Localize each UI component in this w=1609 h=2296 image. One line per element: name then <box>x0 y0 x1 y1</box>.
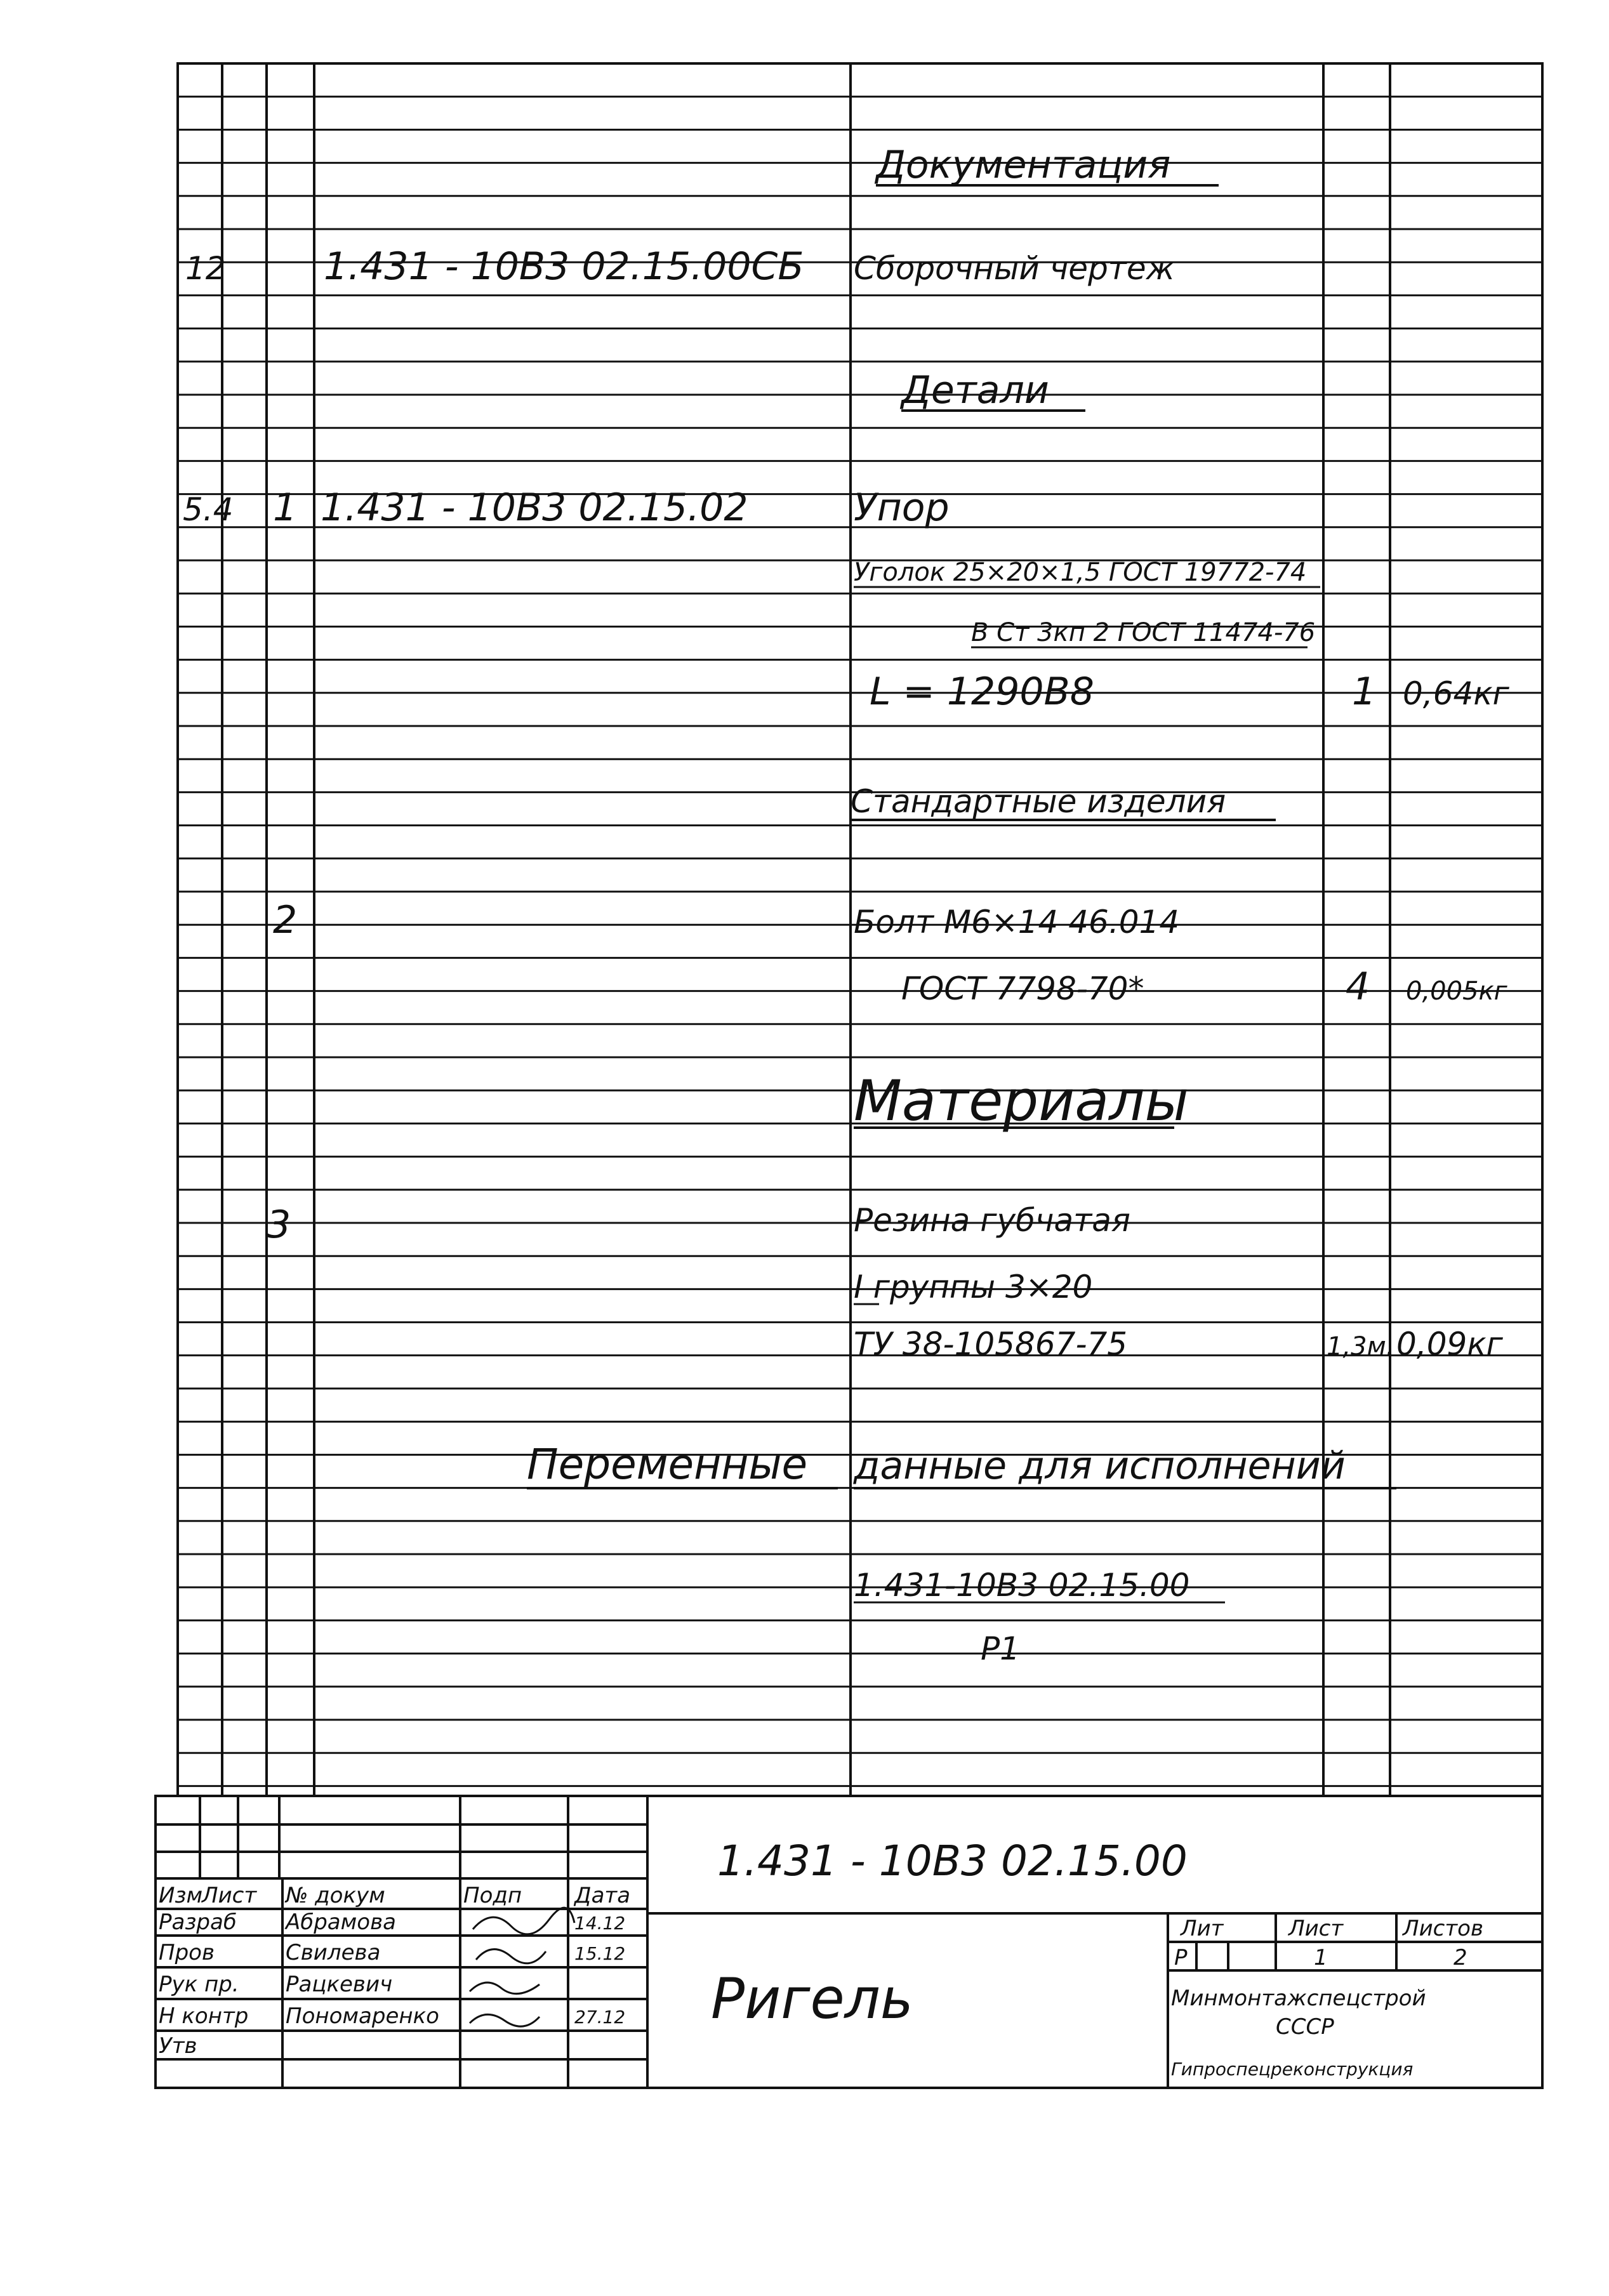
row-variant-line1: 1.431-10В3 02.15.00 <box>854 1567 1190 1604</box>
role-standards-control: Н контр <box>159 2003 249 2029</box>
header-date: Дата <box>574 1883 631 1908</box>
row-angle-qty: 1 <box>1352 670 1377 714</box>
row-stop-name: Упор <box>854 485 950 530</box>
sheet-value: 1 <box>1314 1945 1328 1970</box>
name-project-lead: Рацкевич <box>286 1972 393 1997</box>
row-angle-line3: L = 1290В8 <box>870 670 1094 714</box>
role-project-lead: Рук пр. <box>159 1972 239 1997</box>
row-rubber-line1: Резина губчатая <box>854 1202 1130 1239</box>
section-variable-data <box>527 1440 1396 1489</box>
date-checker: 15.12 <box>574 1943 626 1964</box>
row-angle-note: 0,64кг <box>1403 675 1509 712</box>
role-developer: Разраб <box>159 1910 237 1935</box>
row-variant-line2: Р1 <box>981 1630 1020 1667</box>
date-standards-control: 27.12 <box>574 2007 626 2028</box>
org-line-2: СССР <box>1276 2014 1334 2040</box>
date-developer: 14.12 <box>574 1913 626 1934</box>
lit-label: Лит <box>1181 1916 1224 1941</box>
org-line-3: Гипроспецреконструкция <box>1171 2059 1414 2080</box>
section-documentation-title: Документация <box>876 143 1171 187</box>
row-assembly-drawing <box>185 244 1175 289</box>
header-change: Изм <box>159 1883 203 1908</box>
section-standard-items <box>851 783 1276 820</box>
section-materials-title: Материалы <box>854 1068 1189 1133</box>
row-bolt-line1: Болт М6×14 46.014 <box>854 904 1180 940</box>
row-bolt-qty: 4 <box>1346 965 1370 1009</box>
sheets-label: Листов <box>1403 1916 1484 1941</box>
product-name: Ригель <box>711 1966 913 2031</box>
row-rubber-line3: ТУ 38-105867-75 <box>854 1326 1128 1362</box>
row-bolt-note: 0,005кг <box>1406 977 1507 1006</box>
row-angle-line2: В Ст 3кп 2 ГОСТ 11474-76 <box>971 618 1316 647</box>
section-variable-data-right: данные для исполнений <box>854 1444 1346 1488</box>
header-sheet: Лист <box>202 1883 257 1908</box>
sheet-label: Лист <box>1288 1916 1344 1941</box>
row-stop-format: 5.4 <box>183 491 234 528</box>
section-documentation <box>874 143 1219 187</box>
row-bolt-line2: ГОСТ 7798-70* <box>901 970 1144 1007</box>
row-stop-position: 1 <box>273 485 298 530</box>
lit-value: Р <box>1174 1945 1188 1970</box>
header-doc-no: № докум <box>286 1883 385 1908</box>
document-number: 1.431 - 10В3 02.15.00 <box>717 1837 1188 1885</box>
name-checker: Свилева <box>286 1940 381 1965</box>
row-rubber-note: 0,09кг <box>1396 1326 1503 1362</box>
sheets-value: 2 <box>1453 1945 1467 1970</box>
role-approved: Утв <box>159 2033 197 2059</box>
row-rubber-qty: 1,3м. <box>1327 1332 1394 1361</box>
row-assembly-designation: 1.431 - 10В3 02.15.00СБ <box>324 244 804 289</box>
row-assembly-name: Сборочный чертеж <box>854 250 1175 287</box>
section-variable-data-left: Переменные <box>527 1440 808 1489</box>
row-stop-designation: 1.431 - 10В3 02.15.02 <box>321 485 748 530</box>
row-rubber-line2: I группы 3×20 <box>854 1269 1093 1305</box>
role-checker: Пров <box>159 1940 215 1965</box>
row-assembly-format: 12 <box>185 250 226 287</box>
section-materials <box>854 1068 1189 1133</box>
name-standards-control: Пономаренко <box>286 2003 439 2029</box>
name-developer: Абрамова <box>286 1910 396 1935</box>
section-standard-items-title: Стандартные изделия <box>851 783 1226 820</box>
row-rubber-position: 3 <box>267 1203 291 1247</box>
section-details-title: Детали <box>901 368 1049 412</box>
row-angle-line1: Уголок 25×20×1,5 ГОСТ 19772-74 <box>854 558 1307 587</box>
org-line-1: Минмонтажспецстрой <box>1171 1986 1426 2011</box>
row-bolt-position: 2 <box>273 898 298 942</box>
header-signature: Подп <box>463 1883 522 1908</box>
